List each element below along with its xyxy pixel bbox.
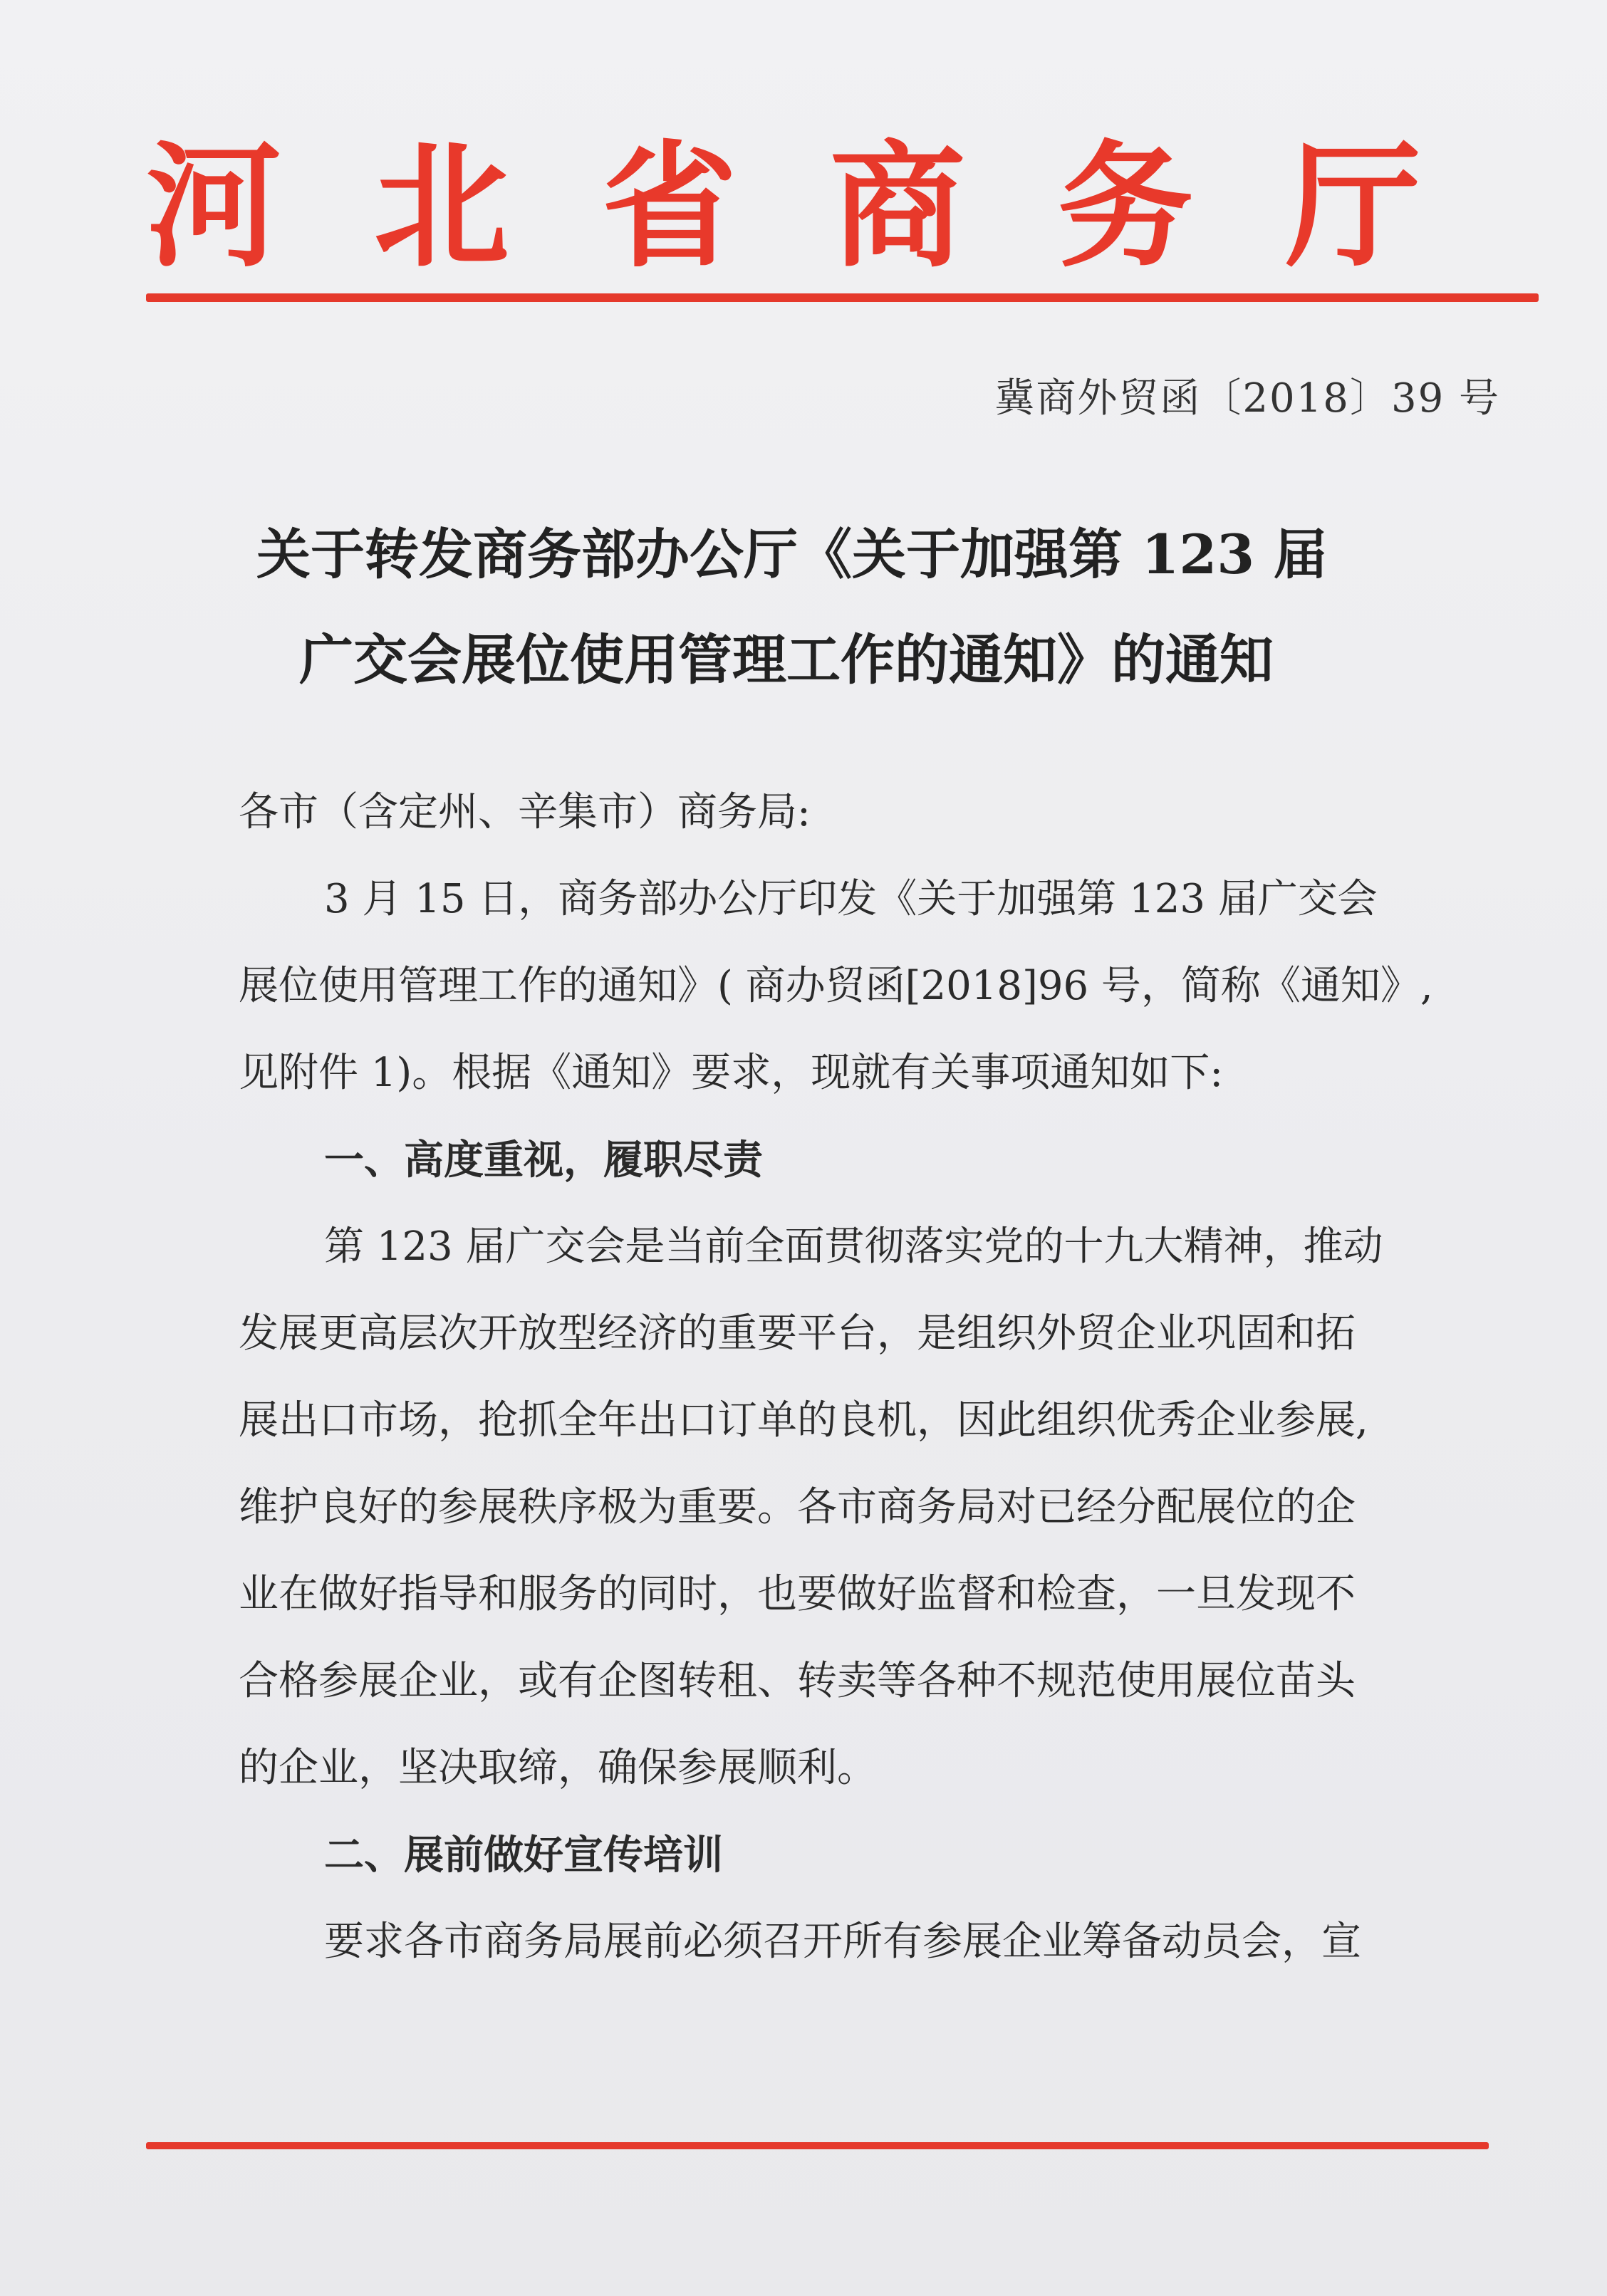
masthead-char: 省 bbox=[601, 127, 737, 286]
salutation: 各市（含定州、辛集市）商务局: bbox=[239, 789, 811, 835]
body-line: 发展更高层次开放型经济的重要平台，是组织外贸企业巩固和拓 bbox=[239, 1310, 1356, 1357]
masthead-char: 务 bbox=[1057, 127, 1193, 286]
body-line: 维护良好的参展秩序极为重要。各市商务局对已经分配展位的企 bbox=[239, 1484, 1356, 1530]
document-body bbox=[239, 769, 1492, 1985]
masthead-title bbox=[146, 127, 1421, 286]
body-line: 第 123 届广交会是当前全面贯彻落实党的十九大精神，推动 bbox=[324, 1223, 1383, 1270]
masthead-char: 河 bbox=[146, 127, 282, 286]
red-rule-top bbox=[146, 293, 1539, 302]
body-line: 见附件 1)。根据《通知》要求，现就有关事项通知如下: bbox=[239, 1050, 1224, 1096]
masthead-char: 商 bbox=[829, 127, 965, 286]
document-title bbox=[256, 502, 1482, 713]
red-rule-bottom bbox=[146, 2142, 1489, 2149]
body-line: 展位使用管理工作的通知》( 商办贸函[2018]96 号，简称《通知》, bbox=[239, 963, 1433, 1009]
masthead-char: 北 bbox=[373, 127, 509, 286]
section-heading-2: 二、展前做好宣传培训 bbox=[324, 1832, 723, 1879]
body-line: 展出口市场，抢抓全年出口订单的良机，因此组织优秀企业参展, bbox=[239, 1397, 1368, 1444]
masthead-char: 厅 bbox=[1285, 127, 1421, 286]
body-line: 的企业，坚决取缔，确保参展顺利。 bbox=[239, 1745, 877, 1791]
body-line: 3 月 15 日，商务部办公厅印发《关于加强第 123 届广交会 bbox=[324, 876, 1378, 922]
body-line: 要求各市商务局展前必须召开所有参展企业筹备动员会，宣 bbox=[324, 1919, 1361, 1965]
title-line-1: 关于转发商务部办公厅《关于加强第 123 届 bbox=[256, 523, 1328, 586]
body-line: 合格参展企业，或有企图转租、转卖等各种不规范使用展位苗头 bbox=[239, 1658, 1356, 1704]
section-heading-1: 一、高度重视，履职尽责 bbox=[324, 1137, 763, 1184]
body-line: 业在做好指导和服务的同时，也要做好监督和检查，一旦发现不 bbox=[239, 1571, 1356, 1617]
document-number: 冀商外贸函〔2018〕39 号 bbox=[994, 375, 1500, 422]
title-line-2: 广交会展位使用管理工作的通知》的通知 bbox=[299, 628, 1274, 692]
